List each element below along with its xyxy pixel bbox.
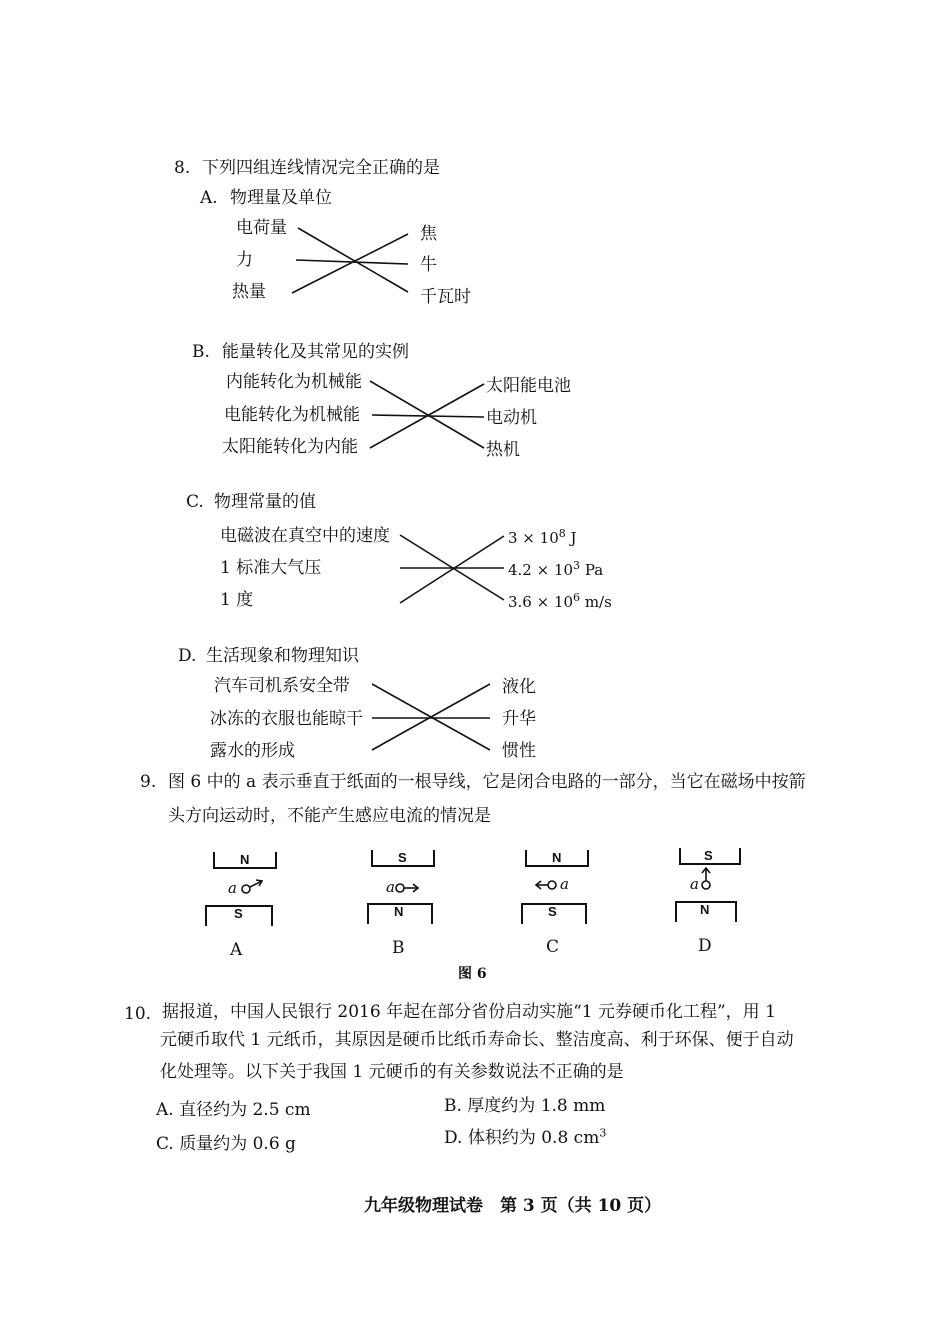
q9-line-1: 图 6 中的 a 表示垂直于纸面的一根导线，它是闭合电路的一部分，当它在磁场中按箭 [168, 772, 806, 792]
magnet-a-bottom-pole: S [234, 906, 243, 921]
q8-b-title: 能量转化及其常见的实例 [222, 342, 409, 362]
q8-d-right-3: 惯性 [502, 741, 536, 761]
q8-a-left-3: 热量 [232, 282, 266, 302]
q8-c-right-3: $3.6 \times 10^6$ m/s [508, 591, 612, 611]
q8-c-right-1: $3 \times 10^8$ J [508, 527, 577, 547]
line-c-3 [400, 536, 504, 603]
diagram-b-label: B [392, 938, 405, 958]
q8-number: 8. [174, 158, 191, 178]
q8-d-left-1: 汽车司机系安全带 [214, 676, 350, 696]
q8-c-right-2: $4.2 \times 10^3$ Pa [508, 559, 604, 579]
q8-a-title: 物理量及单位 [230, 188, 332, 208]
q8-b-right-2: 电动机 [486, 408, 537, 428]
q8-d-left-3: 露水的形成 [210, 741, 295, 761]
q8-c-label: C. [186, 492, 204, 512]
wire-d-icon [702, 881, 710, 889]
q8-b-right-1: 太阳能电池 [486, 376, 571, 396]
q10-option-b: B. 厚度约为 1.8 mm [444, 1096, 606, 1116]
magnet-c-top-pole: N [552, 850, 562, 865]
diagram-c-label: C [546, 937, 560, 957]
q10-option-c: C. 质量约为 0.6 g [156, 1134, 296, 1154]
wire-b-icon [396, 884, 404, 892]
q10-line-3: 化处理等。以下关于我国 1 元硬币的有关参数说法不正确的是 [160, 1062, 624, 1082]
diagram-d-label: D [698, 936, 712, 956]
q10-option-d: D. 体积约为 0.8 $cm^3$ [444, 1126, 607, 1148]
q9-number: 9. [140, 772, 157, 792]
wire-c-icon [548, 881, 556, 889]
wire-c-label: a [560, 875, 569, 893]
q8-d-right-1: 液化 [502, 677, 536, 697]
q8-a-label: A. [200, 188, 218, 208]
q8-a-right-2: 牛 [420, 255, 437, 275]
q8-c-left-3: 1 度 [220, 590, 254, 610]
q8-stem: 下列四组连线情况完全正确的是 [202, 158, 440, 178]
figure-caption: 图 6 [458, 966, 487, 982]
q8-d-title: 生活现象和物理知识 [206, 646, 359, 666]
page-footer: 九年级物理试卷 第 3 页（共 10 页） [364, 1196, 662, 1216]
q10-number: 10. [124, 1004, 152, 1024]
magnet-b-bottom-pole: N [394, 904, 404, 919]
q8-a-left-1: 电荷量 [236, 218, 287, 238]
q8-b-left-2: 电能转化为机械能 [224, 405, 360, 425]
q8-b-right-3: 热机 [486, 440, 520, 460]
q8-a-left-2: 力 [236, 250, 253, 270]
q8-d-label: D. [178, 646, 197, 666]
q9-line-2: 头方向运动时，不能产生感应电流的情况是 [168, 806, 491, 826]
q8-b-left-3: 太阳能转化为内能 [222, 437, 358, 457]
q8-c-left-2: 1 标准大气压 [220, 558, 322, 578]
magnet-b-top-pole: S [398, 850, 407, 865]
wire-d-label: a [690, 875, 699, 893]
magnet-d-top-pole: S [704, 848, 713, 863]
wire-a-label: a [228, 879, 237, 897]
magnet-c-bottom-pole: S [548, 904, 557, 919]
q10-option-a: A. 直径约为 2.5 cm [156, 1100, 311, 1120]
wire-b-label: a [386, 878, 395, 896]
magnet-a-top-pole: N [240, 852, 250, 867]
q8-c-title: 物理常量的值 [214, 492, 316, 512]
q10-line-2: 元硬币取代 1 元纸币，其原因是硬币比纸币寿命长、整洁度高、利于环保、便于自动 [160, 1030, 794, 1050]
q8-b-label: B. [192, 342, 210, 362]
q8-b-left-1: 内能转化为机械能 [226, 372, 362, 392]
magnet-d-bottom-pole: N [700, 902, 710, 917]
q8-d-left-2: 冰冻的衣服也能晾干 [210, 709, 363, 729]
q8-c-left-1: 电磁波在真空中的速度 [220, 526, 390, 546]
q8-a-right-3: 千瓦时 [420, 287, 471, 307]
wire-a-icon [242, 885, 250, 893]
q8-a-right-1: 焦 [420, 224, 437, 244]
q8-d-right-2: 升华 [502, 709, 536, 729]
q10-line-1: 据报道，中国人民银行 2016 年起在部分省份启动实施“1 元券硬币化工程”，用 1 [162, 1002, 776, 1022]
diagram-a-label: A [230, 940, 243, 960]
